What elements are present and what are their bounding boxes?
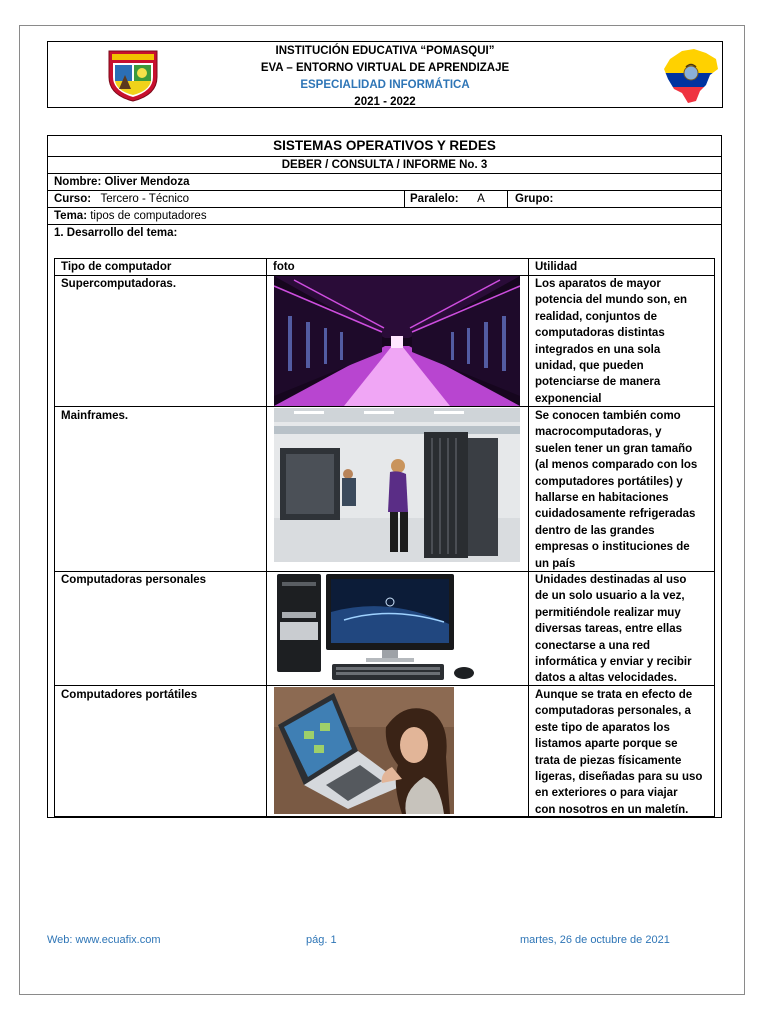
utility-line: (al menos comparado con los <box>535 459 698 472</box>
utility-line: Se conocen también como <box>535 410 681 422</box>
utility-line: con nosotros en un maletín. <box>535 803 689 816</box>
document-header <box>47 41 723 108</box>
utility-line: empresas o instituciones de <box>535 541 690 554</box>
computer-types-table <box>54 258 715 817</box>
topic-row <box>48 208 721 225</box>
parallel-label: Paralelo: <box>410 193 459 205</box>
utility-line: Unidades destinadas al uso <box>535 574 687 586</box>
utility-line: integrados en una sola <box>535 343 661 356</box>
type-supercomputers: Supercomputadoras. <box>61 278 177 290</box>
personal-computer-photo <box>274 572 484 684</box>
utility-line: suelen tener un gran tamaño <box>535 442 693 455</box>
utility-line: potenciarse de manera <box>535 376 661 389</box>
footer-website: Web: www.ecuafix.com <box>47 934 161 946</box>
column-header-type: Tipo de computador <box>61 261 172 273</box>
group-label: Grupo: <box>515 193 554 205</box>
type-mainframes: Mainframes. <box>61 410 129 422</box>
utility-laptops <box>535 687 713 818</box>
utility-personal-computers <box>535 572 713 687</box>
utility-line: dentro de las grandes <box>535 524 655 537</box>
utility-line: Los aparatos de mayor <box>535 278 661 290</box>
utility-line: conectarse a una red <box>535 639 651 652</box>
topic-label: Tema: <box>54 210 88 222</box>
supercomputer-photo <box>274 276 520 406</box>
utility-line: ligeras, diseñadas para su uso <box>535 771 703 784</box>
mainframe-photo <box>274 408 520 562</box>
type-personal-computers: Computadoras personales <box>61 574 207 586</box>
utility-line: macrocomputadoras, y <box>535 426 662 439</box>
utility-line: computadores portátiles) y <box>535 475 683 488</box>
utility-line: un país <box>535 557 576 570</box>
utility-line: de un solo usuario a la vez, <box>535 590 685 603</box>
course-value: Tercero - Técnico <box>100 193 190 205</box>
utility-supercomputers <box>535 276 713 407</box>
school-years: 2021 - 2022 <box>354 96 416 108</box>
footer-page-number: pág. 1 <box>306 934 337 946</box>
utility-line: cuidadosamente refrigeradas <box>535 508 696 521</box>
institution-name: INSTITUCIÓN EDUCATIVA “POMASQUI” <box>275 45 495 57</box>
form-subtitle: DEBER / CONSULTA / INFORME No. 3 <box>48 157 721 174</box>
section-heading: 1. Desarrollo del tema: <box>54 227 178 239</box>
eva-title: EVA – ENTORNO VIRTUAL DE APRENDIZAJE <box>260 62 510 74</box>
column-header-photo: foto <box>273 261 295 273</box>
utility-line: informática y enviar y recibir <box>535 656 692 669</box>
utility-line: datos a altas velocidades. <box>535 672 677 685</box>
specialty-title: ESPECIALIDAD INFORMÁTICA <box>300 79 470 91</box>
utility-line: computadoras personales, a <box>535 705 691 718</box>
course-cell <box>48 191 405 207</box>
utility-line: potencia del mundo son, en <box>535 294 688 307</box>
parallel-value: A <box>477 193 485 205</box>
column-divider <box>266 259 267 816</box>
ecuador-map-flag-icon <box>660 45 722 105</box>
utility-line: en exteriores o para viajar <box>535 787 678 800</box>
utility-line: este tipo de aparatos los <box>535 721 670 734</box>
course-label: Curso: <box>54 193 92 205</box>
type-laptops: Computadores portátiles <box>61 689 198 701</box>
column-header-utility: Utilidad <box>535 261 578 273</box>
topic-value: tipos de computadores <box>90 210 207 222</box>
student-name: Nombre: Oliver Mendoza <box>48 174 721 191</box>
utility-line: realidad, conjuntos de <box>535 310 658 323</box>
utility-line: exponencial <box>535 392 602 405</box>
laptop-photo <box>274 687 454 814</box>
utility-line: computadoras distintas <box>535 327 665 340</box>
utility-line: hallarse en habitaciones <box>535 492 669 505</box>
utility-line: trata de piezas físicamente <box>535 754 682 767</box>
utility-mainframes <box>535 408 713 572</box>
utility-line: Aunque se trata en efecto de <box>535 689 693 701</box>
utility-line: permitiéndole realizar muy <box>535 606 681 619</box>
parallel-cell <box>405 191 508 207</box>
footer-date: martes, 26 de octubre de 2021 <box>520 934 670 946</box>
utility-line: diversas tareas, entre ellas <box>535 623 683 636</box>
form-title: SISTEMAS OPERATIVOS Y REDES <box>48 136 721 157</box>
utility-line: listamos aparte porque se <box>535 738 678 751</box>
utility-line: unidad, que pueden <box>535 360 644 373</box>
column-divider <box>528 259 529 816</box>
header-text <box>48 43 722 111</box>
course-row <box>48 191 721 208</box>
